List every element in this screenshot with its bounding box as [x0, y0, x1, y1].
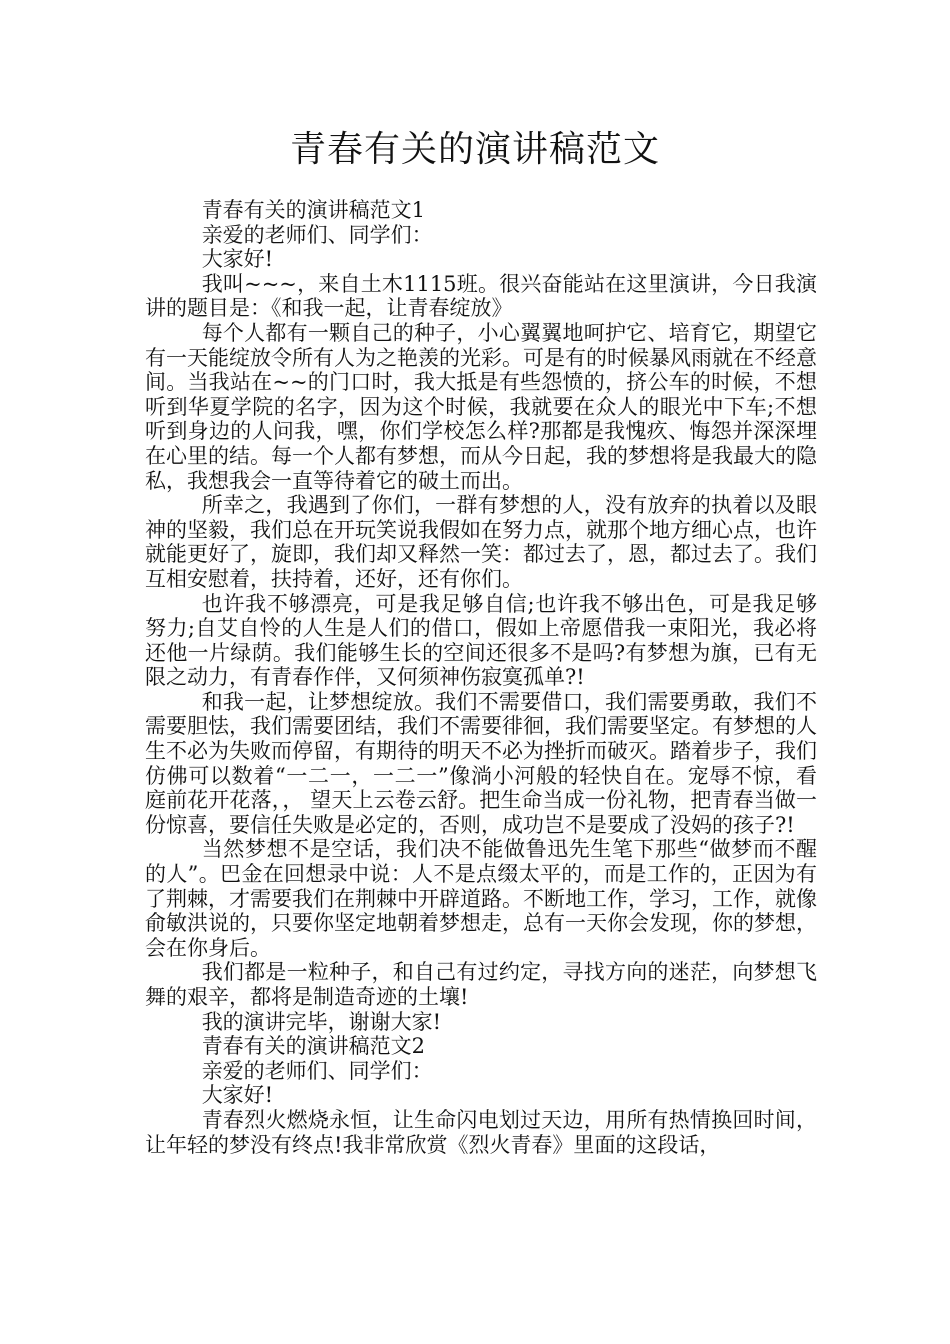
salutation: 亲爱的老师们、同学们：	[201, 1058, 433, 1083]
body-paragraph: 和我一起，让梦想绽放。我们不需要借口，我们需要勇敢，我们不需要胆怯，我们需要团结，我们不需要徘徊，我们需要坚定。有梦想的人生不必为失败而停留，有期待的明天不必为挫折而破灭。踏着步子，我们仿佛可以数着“一二一，一二一”像淌小河般的轻快自在。宠辱不惊，看庭前花开花落，， 望天上云卷云舒。把生命当成一份礼物，把青春当做一份惊喜，要信任失败是必定的，否则，成功岂不是要成了没妈的孩子?!	[145, 689, 817, 837]
body-paragraph: 当然梦想不是空话，我们决不能做鲁迅先生笔下那些“做梦而不醒的人”。巴金在回想录中说：人不是点缀太平的，而是工作的，正因为有了荆棘，才需要我们在荆棘中开辟道路。不断地工作，学习，工作，就像俞敏洪说的，只要你坚定地朝着梦想走，总有一天你会发现，你的梦想，会在你身后。	[145, 837, 817, 960]
section-heading-1: 青春有关的演讲稿范文1	[201, 198, 426, 222]
body-paragraph: 所幸之，我遇到了你们，一群有梦想的人，没有放弃的执着以及眼神的坚毅，我们总在开玩笑说我假如在努力点，就那个地方细心点，也许就能更好了，旋即，我们却又释然一笑：都过去了，恩，都过去了。我们互相安慰着，扶持着，还好，还有你们。	[145, 493, 817, 591]
greeting: 大家好!	[201, 247, 274, 272]
body-paragraph: 我们都是一粒种子，和自己有过约定，寻找方向的迷茫，向梦想飞舞的艰辛，都将是制造奇迹的土壤!	[145, 960, 817, 1009]
closing-line: 我的演讲完毕，谢谢大家!	[201, 1009, 442, 1034]
document-title: 青春有关的演讲稿范文	[289, 129, 660, 170]
document-body	[145, 198, 817, 1157]
body-paragraph: 青春烈火燃烧永恒，让生命闪电划过天边，用所有热情换回时间，让年轻的梦没有终点!我非常欣赏《烈火青春》里面的这段话，	[145, 1107, 817, 1157]
section-heading-2: 青春有关的演讲稿范文2	[201, 1034, 426, 1059]
salutation: 亲爱的老师们、同学们：	[201, 222, 433, 247]
body-paragraph: 我叫~~~，来自土木1115班。很兴奋能站在这里演讲，今日我演讲的题目是：《和我一起，让青春绽放》	[145, 271, 817, 321]
body-paragraph: 每个人都有一颗自己的种子，小心翼翼地呵护它、培育它，期望它有一天能绽放令所有人为之艳羡的光彩。可是有的时候暴风雨就在不经意间。当我站在~~的门口时，我大抵是有些怨愤的，挤公车的时候，不想听到华夏学院的名字，因为这个时候，我就要在众人的眼光中下车;不想听到身边的人问我，嘿，你们学校怎么样?那都是我愧疚、悔怨并深深埋在心里的结。每一个人都有梦想，而从今日起，我的梦想将是我最大的隐私，我想我会一直等待着它的破土而出。	[145, 320, 817, 493]
body-paragraph: 也许我不够漂亮，可是我足够自信;也许我不够出色，可是我足够努力;自艾自怜的人生是人们的借口，假如上帝愿借我一束阳光，我必将还他一片绿荫。我们能够生长的空间还很多不是吗?有梦想为旗，已有无限之动力，有青春作伴，又何须神伤寂寞孤单?!	[145, 591, 817, 690]
greeting: 大家好!	[201, 1083, 274, 1108]
